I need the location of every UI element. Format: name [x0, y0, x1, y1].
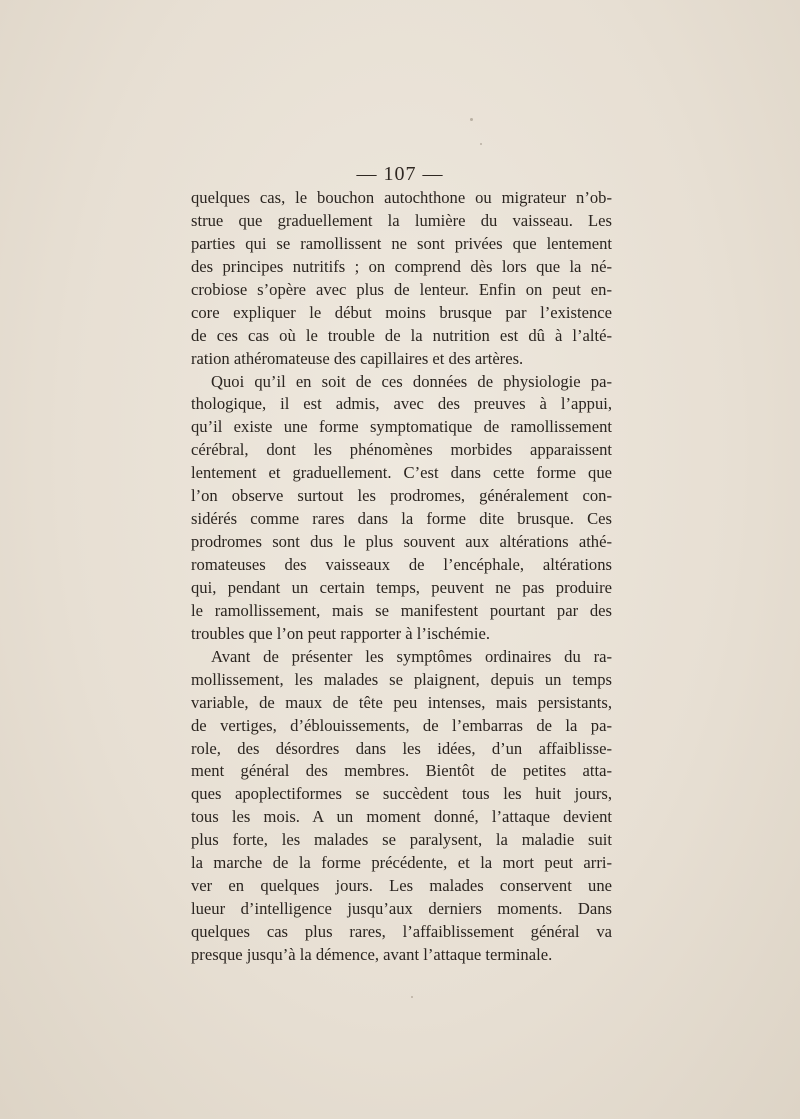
text-line: ment général des membres. Bientôt de petites atta-	[191, 761, 612, 781]
text-line: core expliquer le début moins brusque par l’existence	[191, 302, 612, 322]
text-line: tous les mois. A un moment donné, l’attaque devient	[191, 807, 612, 827]
text-line: des principes nutritifs ; on comprend dès lors que la né-	[191, 256, 612, 276]
text-line: quelques cas, le bouchon autochthone ou migrateur n’ob-	[191, 188, 612, 207]
text-line: Avant de présenter les symptômes ordinaires du ra-	[211, 646, 612, 666]
text-line: crobiose s’opère avec plus de lenteur. Enfin on peut en-	[191, 279, 612, 299]
paragraph-1	[191, 187, 612, 371]
paragraph-2	[191, 371, 612, 646]
text-line: presque jusqu’à la démence, avant l’attaque terminale.	[191, 944, 553, 964]
text-line: qu’il existe une forme symptomatique de ramollissement	[191, 417, 612, 437]
text-line: strue que graduellement la lumière du vaisseau. Les	[191, 210, 612, 230]
text-line: thologique, il est admis, avec des preuves à l’appui,	[191, 394, 612, 414]
paper-speck	[480, 143, 482, 145]
text-line: romateuses des vaisseaux de l’encéphale, altérations	[191, 555, 612, 574]
text-line: lentement et graduellement. C’est dans cette forme que	[191, 463, 612, 483]
paragraph-3	[191, 646, 612, 967]
text-line: la marche de la forme précédente, et la mort peut arri-	[191, 853, 612, 873]
text-line: Quoi qu’il en soit de ces données de physiologie pa-	[211, 371, 612, 391]
text-line: troubles que l’on peut rapporter à l’ischémie.	[191, 623, 491, 643]
text-line: parties qui se ramollissent ne sont privées que lentement	[191, 233, 612, 253]
text-line: le ramollissement, mais se manifestent pourtant par des	[191, 600, 612, 620]
paper-speck	[411, 996, 413, 998]
text-line: plus forte, les malades se paralysent, la maladie suit	[191, 830, 612, 850]
text-line: ver en quelques jours. Les malades conservent une	[191, 876, 612, 896]
text-line: de vertiges, d’éblouissements, de l’embarras de la pa-	[191, 715, 612, 735]
text-line: lueur d’intelligence jusqu’aux derniers moments. Dans	[191, 899, 612, 919]
text-line: ques apoplectiformes se succèdent tous les huit jours,	[191, 784, 612, 804]
text-line: sidérés comme rares dans la forme dite brusque. Ces	[191, 509, 612, 529]
text-line: role, des désordres dans les idées, d’un affaiblisse-	[191, 738, 612, 758]
text-line: l’on observe surtout les prodromes, généralement con-	[191, 486, 612, 506]
paper-speck	[470, 118, 473, 121]
text-line: prodromes sont dus le plus souvent aux altérations athé-	[191, 532, 612, 552]
text-line: qui, pendant un certain temps, peuvent ne pas produire	[191, 577, 612, 597]
body-text	[191, 187, 612, 967]
text-line: ration athéromateuse des capillaires et des artères.	[191, 348, 524, 368]
text-line: de ces cas où le trouble de la nutrition est dû à l’alté-	[191, 325, 612, 345]
text-line: variable, de maux de tête peu intenses, mais persistants,	[191, 692, 612, 712]
text-line: quelques cas plus rares, l’affaiblissement général va	[191, 922, 612, 941]
page-number: — 107 —	[356, 163, 444, 185]
text-line: mollissement, les malades se plaignent, depuis un temps	[191, 669, 612, 689]
text-line: cérébral, dont les phénomènes morbides apparaissent	[191, 440, 612, 460]
